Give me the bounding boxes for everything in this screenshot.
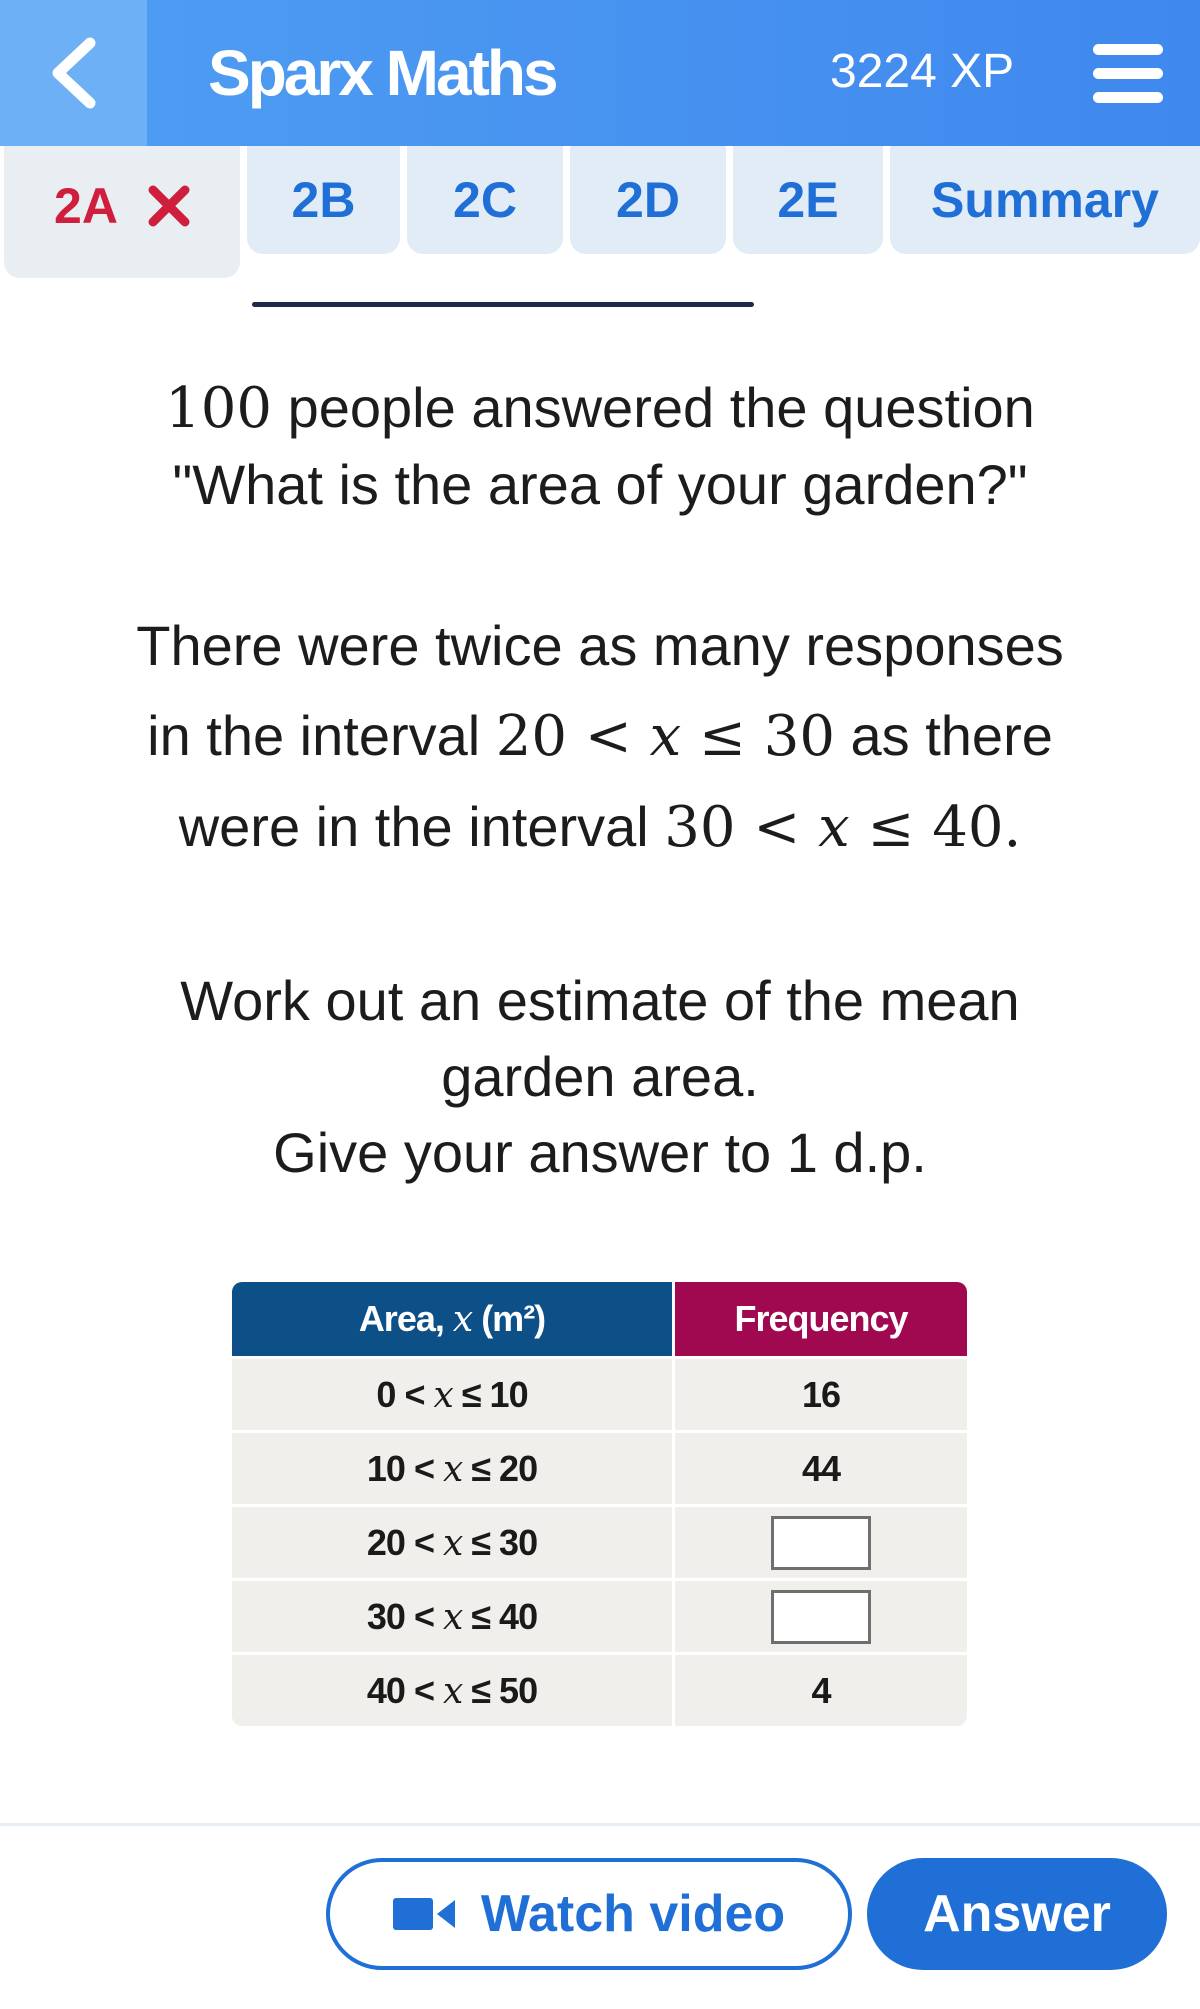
tab-label: 2C <box>453 172 517 228</box>
interval-expression: 30 < x ≤ 40. <box>664 795 1022 860</box>
xp-counter: 3224 XP <box>830 45 1015 98</box>
area-column-header: Area, x (m²) <box>232 1282 672 1356</box>
table-row <box>232 1430 967 1504</box>
video-camera-icon <box>393 1894 457 1934</box>
question-line: "What is the area of your garden?" <box>172 453 1028 516</box>
table-header-row <box>232 1282 967 1356</box>
hamburger-icon <box>1093 44 1163 55</box>
tab-underline <box>252 302 754 307</box>
table-row <box>232 1578 967 1652</box>
frequency-column-header: Frequency <box>672 1282 967 1356</box>
tab-label: 2B <box>291 172 356 228</box>
watch-video-button[interactable] <box>326 1858 852 1970</box>
frequency-cell <box>672 1578 967 1652</box>
back-button[interactable] <box>0 0 147 146</box>
top-bar <box>0 0 1200 146</box>
frequency-cell <box>672 1504 967 1578</box>
frequency-answer-input[interactable] <box>771 1516 871 1570</box>
tab-2e[interactable] <box>733 146 883 254</box>
area-interval-cell: 20 < x ≤ 30 <box>232 1504 672 1578</box>
area-interval-cell: 10 < x ≤ 20 <box>232 1430 672 1504</box>
question-text <box>0 370 1200 1191</box>
area-interval-cell: 0 < x ≤ 10 <box>232 1356 672 1430</box>
question-line: garden area. <box>441 1045 759 1108</box>
table-row <box>232 1504 967 1578</box>
question-line: in the interval 20 < x ≤ 30 as there <box>147 704 1053 769</box>
question-line: There were twice as many responses <box>136 614 1064 677</box>
tab-2d[interactable] <box>570 146 726 254</box>
question-line: 100 people answered the question <box>165 376 1035 441</box>
question-line: Give your answer to 1 d.p. <box>273 1121 927 1184</box>
frequency-cell: 4 <box>672 1652 967 1726</box>
footer-divider <box>0 1823 1200 1826</box>
answer-button[interactable]: Answer <box>867 1858 1167 1970</box>
tab-2a[interactable] <box>4 146 240 278</box>
frequency-cell: 44 <box>672 1430 967 1504</box>
tab-label: 2A <box>54 178 118 234</box>
tab-2b[interactable] <box>247 146 400 254</box>
tab-summary[interactable] <box>890 146 1200 254</box>
frequency-cell: 16 <box>672 1356 967 1430</box>
tab-label: Summary <box>931 172 1159 228</box>
tab-2c[interactable] <box>407 146 563 254</box>
watch-video-label: Watch video <box>480 1885 786 1943</box>
menu-button[interactable] <box>1093 44 1163 104</box>
question-line: were in the interval 30 < x ≤ 40. <box>178 795 1022 860</box>
table-row <box>232 1652 967 1726</box>
frequency-table <box>232 1282 967 1726</box>
tab-label: 2E <box>777 172 839 228</box>
cross-icon <box>148 185 190 227</box>
frequency-answer-input[interactable] <box>771 1590 871 1644</box>
tab-label: 2D <box>616 172 680 228</box>
app-title: Sparx Maths <box>208 37 556 109</box>
question-tabs <box>0 146 1200 280</box>
question-line: Work out an estimate of the mean <box>180 969 1020 1032</box>
interval-expression: 20 < x ≤ 30 <box>495 704 835 769</box>
area-interval-cell: 30 < x ≤ 40 <box>232 1578 672 1652</box>
area-interval-cell: 40 < x ≤ 50 <box>232 1652 672 1726</box>
table-row <box>232 1356 967 1430</box>
chevron-left-icon <box>48 37 100 109</box>
